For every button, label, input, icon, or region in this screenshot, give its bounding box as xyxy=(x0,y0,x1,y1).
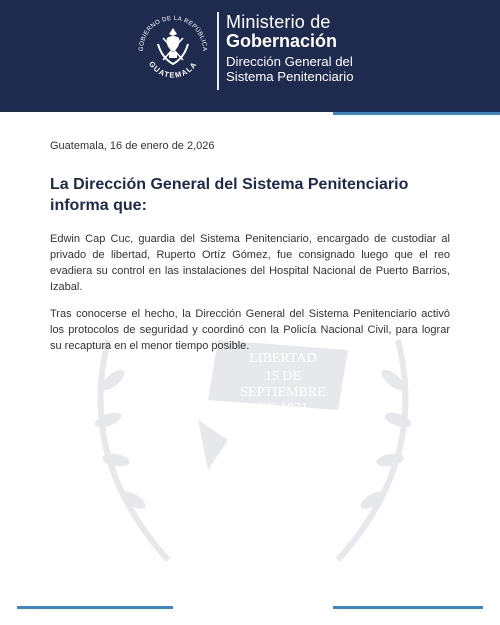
watermark-line4: DE 1821 xyxy=(257,401,309,416)
header-divider xyxy=(217,12,219,90)
document-date: Guatemala, 16 de enero de 2,026 xyxy=(50,140,215,152)
watermark-line2: 15 DE xyxy=(264,369,302,384)
header-banner xyxy=(0,0,500,112)
ministry-line1: Ministerio de xyxy=(226,12,331,32)
headline-line2: informa que: xyxy=(50,197,147,214)
footer-accent-left xyxy=(17,606,173,609)
watermark-line3: SEPTIEMBRE xyxy=(240,385,326,400)
directorate-line2: Sistema Penitenciario xyxy=(226,69,354,85)
ministry-line2: Gobernación xyxy=(226,31,338,51)
watermark-line1: LIBERTAD xyxy=(249,351,317,366)
paragraph-2: Tras conocerse el hecho, la Dirección General del Sistema Penitenciario activó los protocolos de seguridad y coordinó con la Policía Nacional Civil, para lograr su recaptura en el menor tiempo posible. xyxy=(50,308,450,352)
seal-bottom-text: GUATEMALA xyxy=(147,59,199,80)
document-headline xyxy=(50,174,450,216)
guatemala-seal-icon xyxy=(133,8,213,92)
seal-arc-text: GOBIERNO DE LA REPÚBLICA xyxy=(137,14,209,52)
paragraph-1: Edwin Cap Cuc, guardia del Sistema Penitenciario, encargado de custodiar al privado de libertad, Ruperto Ortíz Gómez, fue consignado luego que el reo evadiera su control en las instalaciones del Hospital Nacional de Puerto Barrios, Izabal. xyxy=(50,233,450,293)
ministry-title xyxy=(226,13,354,83)
directorate-line1: Dirección General del xyxy=(226,54,353,69)
header-accent-line xyxy=(333,112,500,115)
svg-text:GUATEMALA xyxy=(147,60,199,80)
headline-line1: La Dirección General del Sistema Penitenciario xyxy=(50,176,409,193)
footer-accent-right xyxy=(333,606,483,609)
